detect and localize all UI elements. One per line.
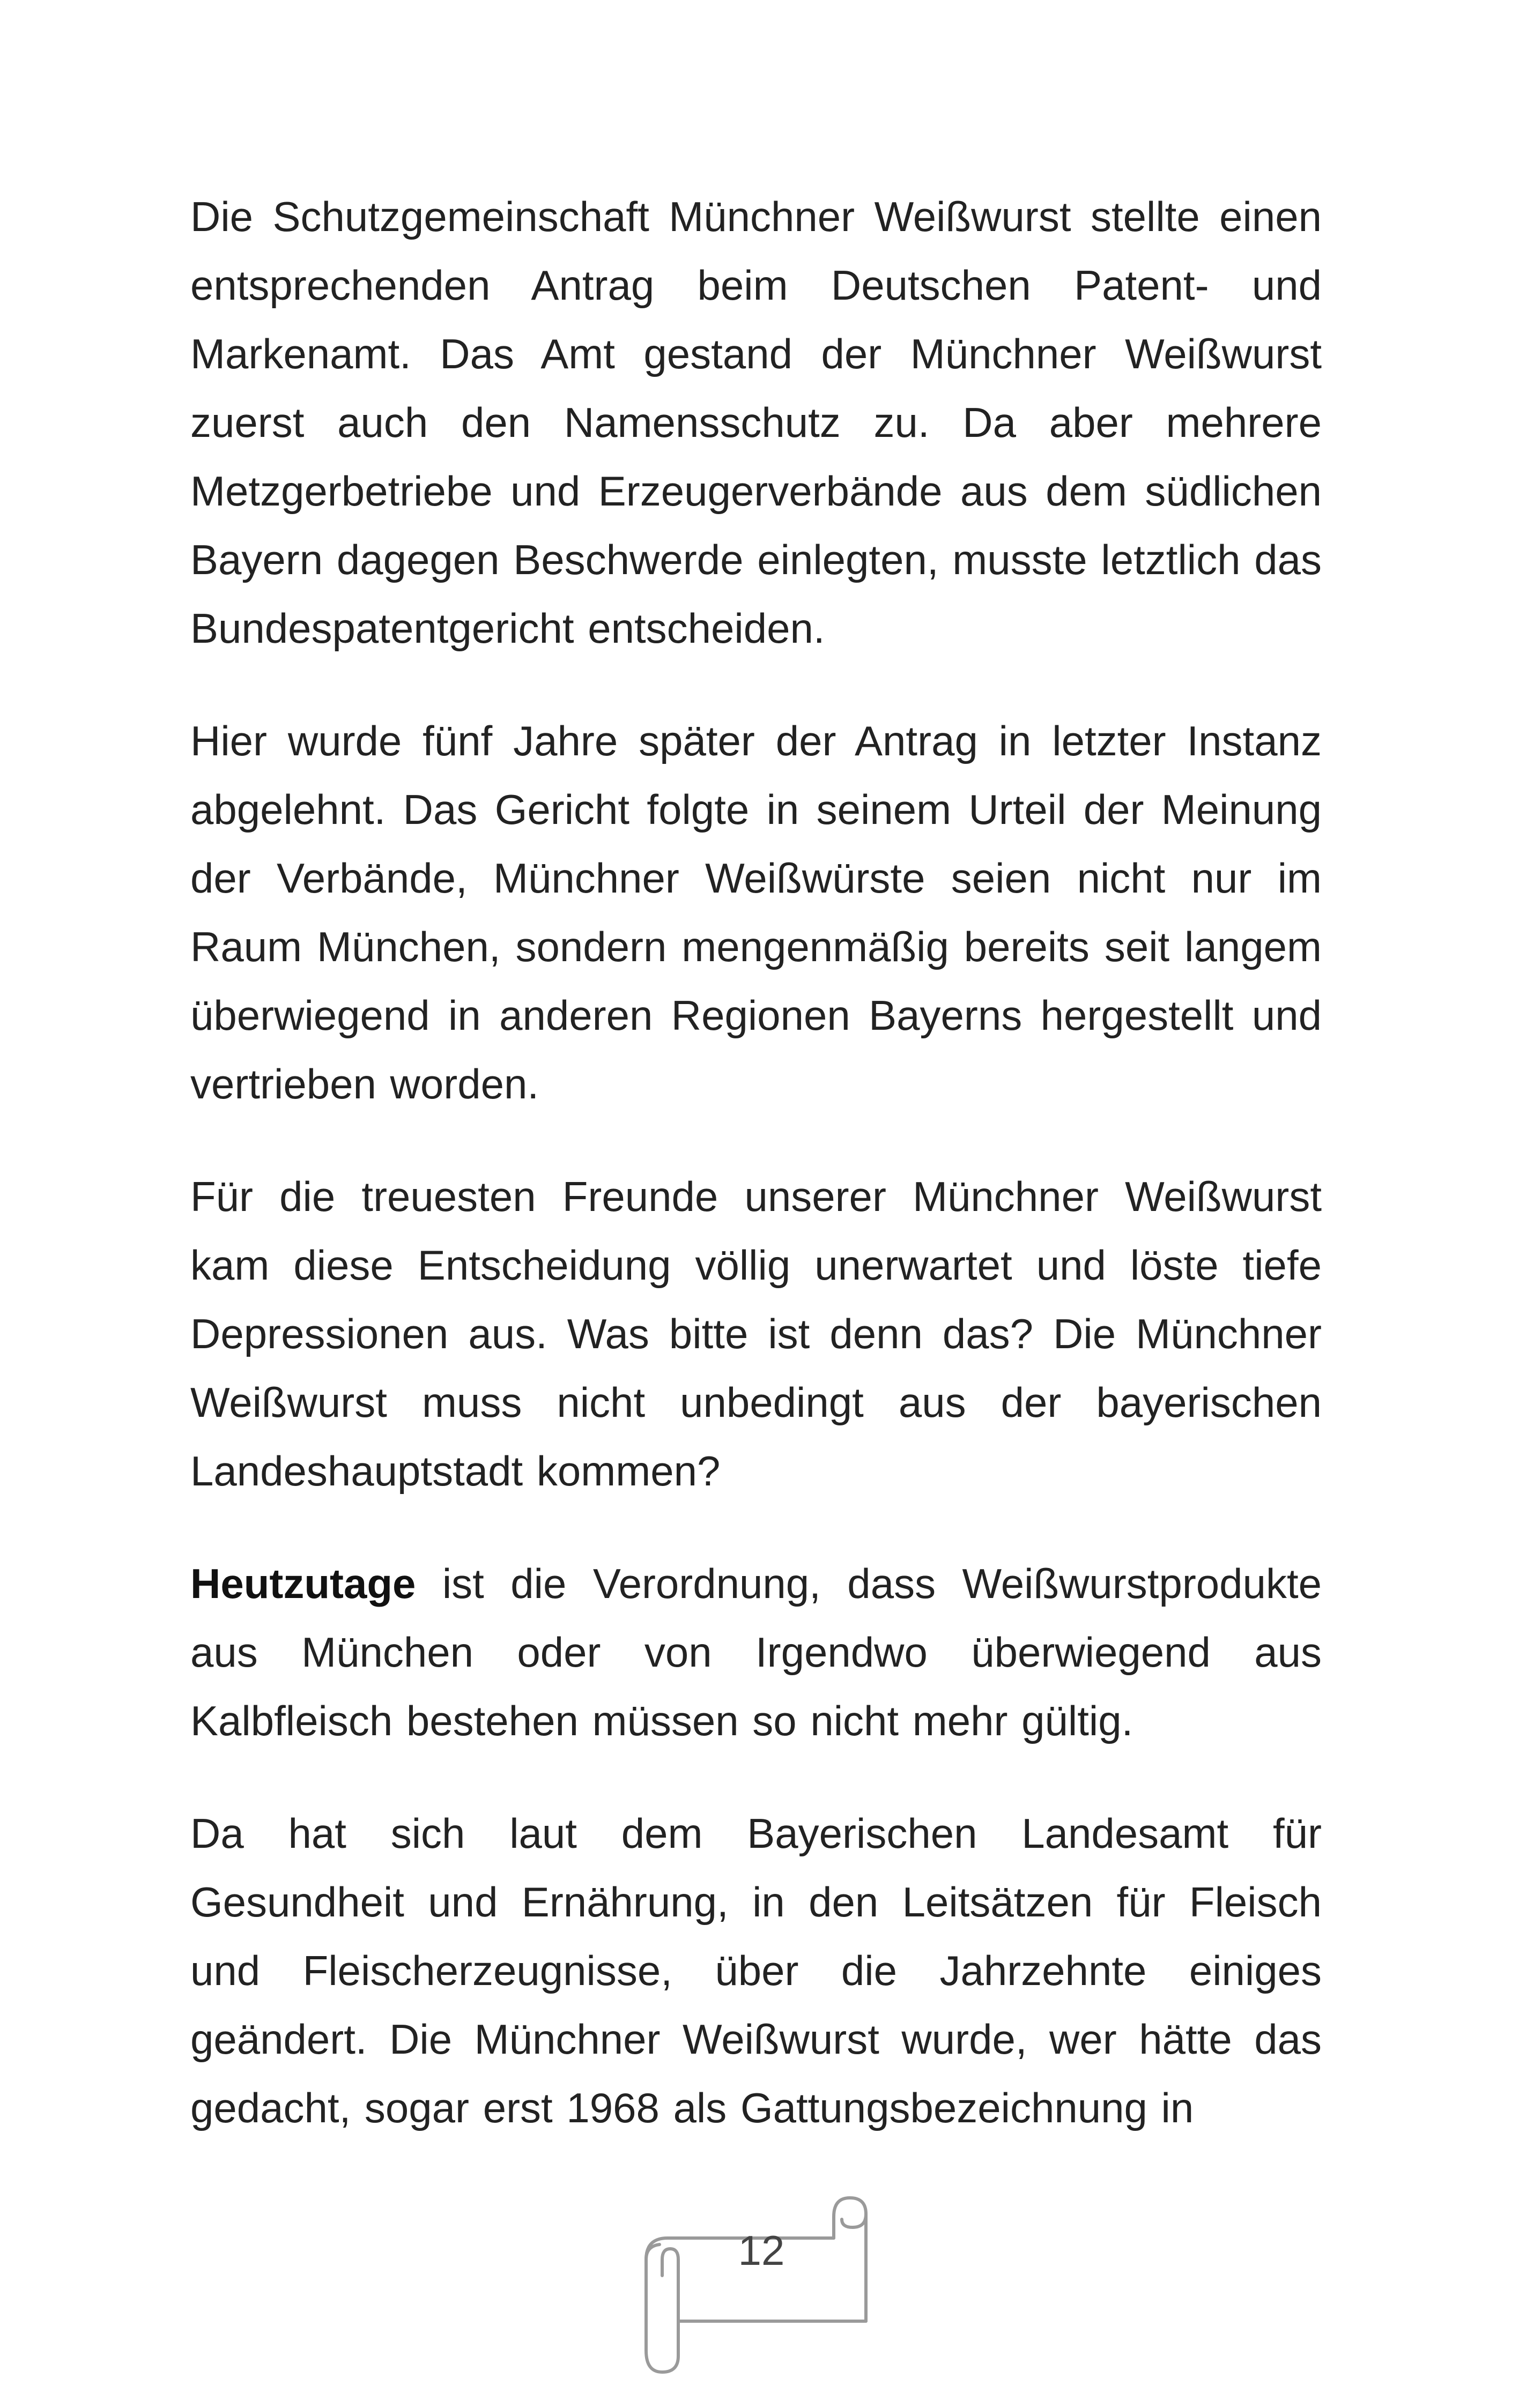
paragraph-5 [190,1799,1322,2142]
paragraph-2-text: Hier wurde fünf Jahre später der Antrag in letzter Instanz abgelehnt. Das Gericht folgte in seinem Urteil der Meinung der Verbände, Münchner Weißwürste seien nicht nur im Raum München, sondern mengenmäßig bereits seit langem überwiegend in anderen Regionen Bayerns hergestellt und vertrieben worden. [190,717,1322,1108]
paragraph-4-text: ist die Verordnung, dass Weißwurstprodukte aus München oder von Irgendwo überwiegend aus Kalbfleisch bestehen müssen so nicht mehr gültig. [190,1560,1322,1744]
page-number-scroll [627,2195,879,2377]
paragraph-3 [190,1162,1322,1505]
paragraph-5-text: Da hat sich laut dem Bayerischen Landesamt für Gesundheit und Ernährung, in den Leitsätzen für Fleisch und Fleischerzeugnisse, über die Jahrzehnte einiges geändert. Die Münchner Weißwurst wurde, wer hätte das gedacht, sogar erst 1968 als Gattungsbezeichnung in [190,1810,1322,2131]
paragraph-3-text: Für die treuesten Freunde unserer Münchner Weißwurst kam diese Entscheidung völlig unerwartet und löste tiefe Depressionen aus. Was bitte ist denn das? Die Münchner Weißwurst muss nicht unbedingt aus der bayerischen Landeshauptstadt kommen? [190,1173,1322,1495]
page-number: 12 [738,2227,785,2274]
paragraph-4-bold-lead: Heutzutage [190,1560,416,1607]
paragraph-2 [190,707,1322,1118]
paragraph-4 [190,1549,1322,1755]
paragraph-1 [190,182,1322,663]
text-column [190,182,1322,2186]
scroll-icon [627,2195,879,2377]
paragraph-1-text: Die Schutzgemeinschaft Münchner Weißwurst stellte einen entsprechenden Antrag beim Deutschen Patent- und Markenamt. Das Amt gestand der Münchner Weißwurst zuerst auch den Namensschutz zu. Da aber mehrere Metzgerbetriebe und Erzeugerverbände aus dem südlichen Bayern dagegen Beschwerde einlegten, musste letztlich das Bundespatentgericht entscheiden. [190,193,1322,652]
